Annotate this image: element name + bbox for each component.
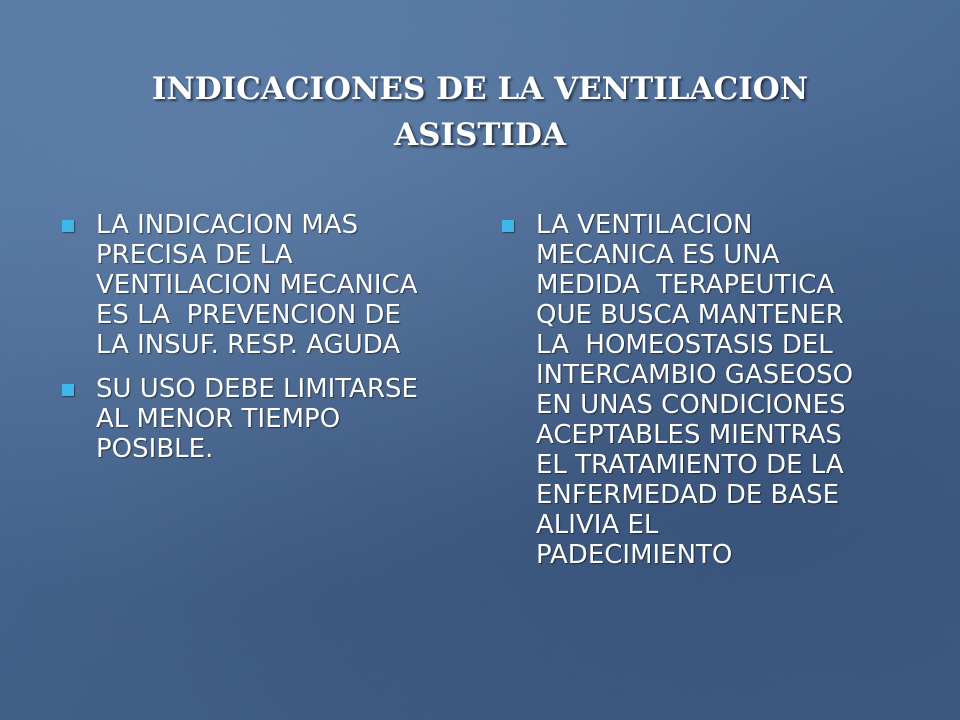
bullet-line: ENFERMEDAD DE BASE [536, 480, 840, 510]
slide-title-line-2: ASISTIDA [394, 117, 566, 153]
bullet-line: QUE BUSCA MANTENER [536, 300, 844, 330]
bullet-line: LA VENTILACION [536, 210, 753, 240]
bullet-line: ACEPTABLES MIENTRAS [536, 420, 842, 450]
slide-title [60, 66, 900, 158]
bullet-item [498, 210, 898, 570]
bullet-line: MECANICA ES UNA [536, 240, 780, 270]
bullet-item [58, 210, 468, 360]
left-bullet-list [58, 210, 468, 478]
right-bullet-list [498, 210, 898, 584]
bullet-item [58, 374, 468, 464]
bullet-line: INTERCAMBIO GASEOSO [536, 360, 854, 390]
bullet-line: PADECIMIENTO [536, 540, 733, 570]
square-bullet-icon [62, 220, 74, 232]
bullet-line: AL MENOR TIEMPO [96, 404, 341, 434]
bullet-line: ES LA PREVENCION DE [96, 300, 401, 330]
bullet-line: LA HOMEOSTASIS DEL [536, 330, 833, 360]
bullet-line: PRECISA DE LA [96, 240, 293, 270]
bullet-line: SU USO DEBE LIMITARSE [96, 374, 418, 404]
bullet-line: EN UNAS CONDICIONES [536, 390, 846, 420]
slide-title-line-1: INDICACIONES DE LA VENTILACION [151, 71, 809, 107]
bullet-line: LA INDICACION MAS [96, 210, 359, 240]
bullet-line: MEDIDA TERAPEUTICA [536, 270, 835, 300]
bullet-line: EL TRATAMIENTO DE LA [536, 450, 844, 480]
square-bullet-icon [62, 384, 74, 396]
bullet-line: ALIVIA EL [536, 510, 659, 540]
bullet-line: LA INSUF. RESP. AGUDA [96, 330, 401, 360]
bullet-line: VENTILACION MECANICA [96, 270, 418, 300]
square-bullet-icon [502, 220, 514, 232]
bullet-line: POSIBLE. [96, 434, 214, 464]
